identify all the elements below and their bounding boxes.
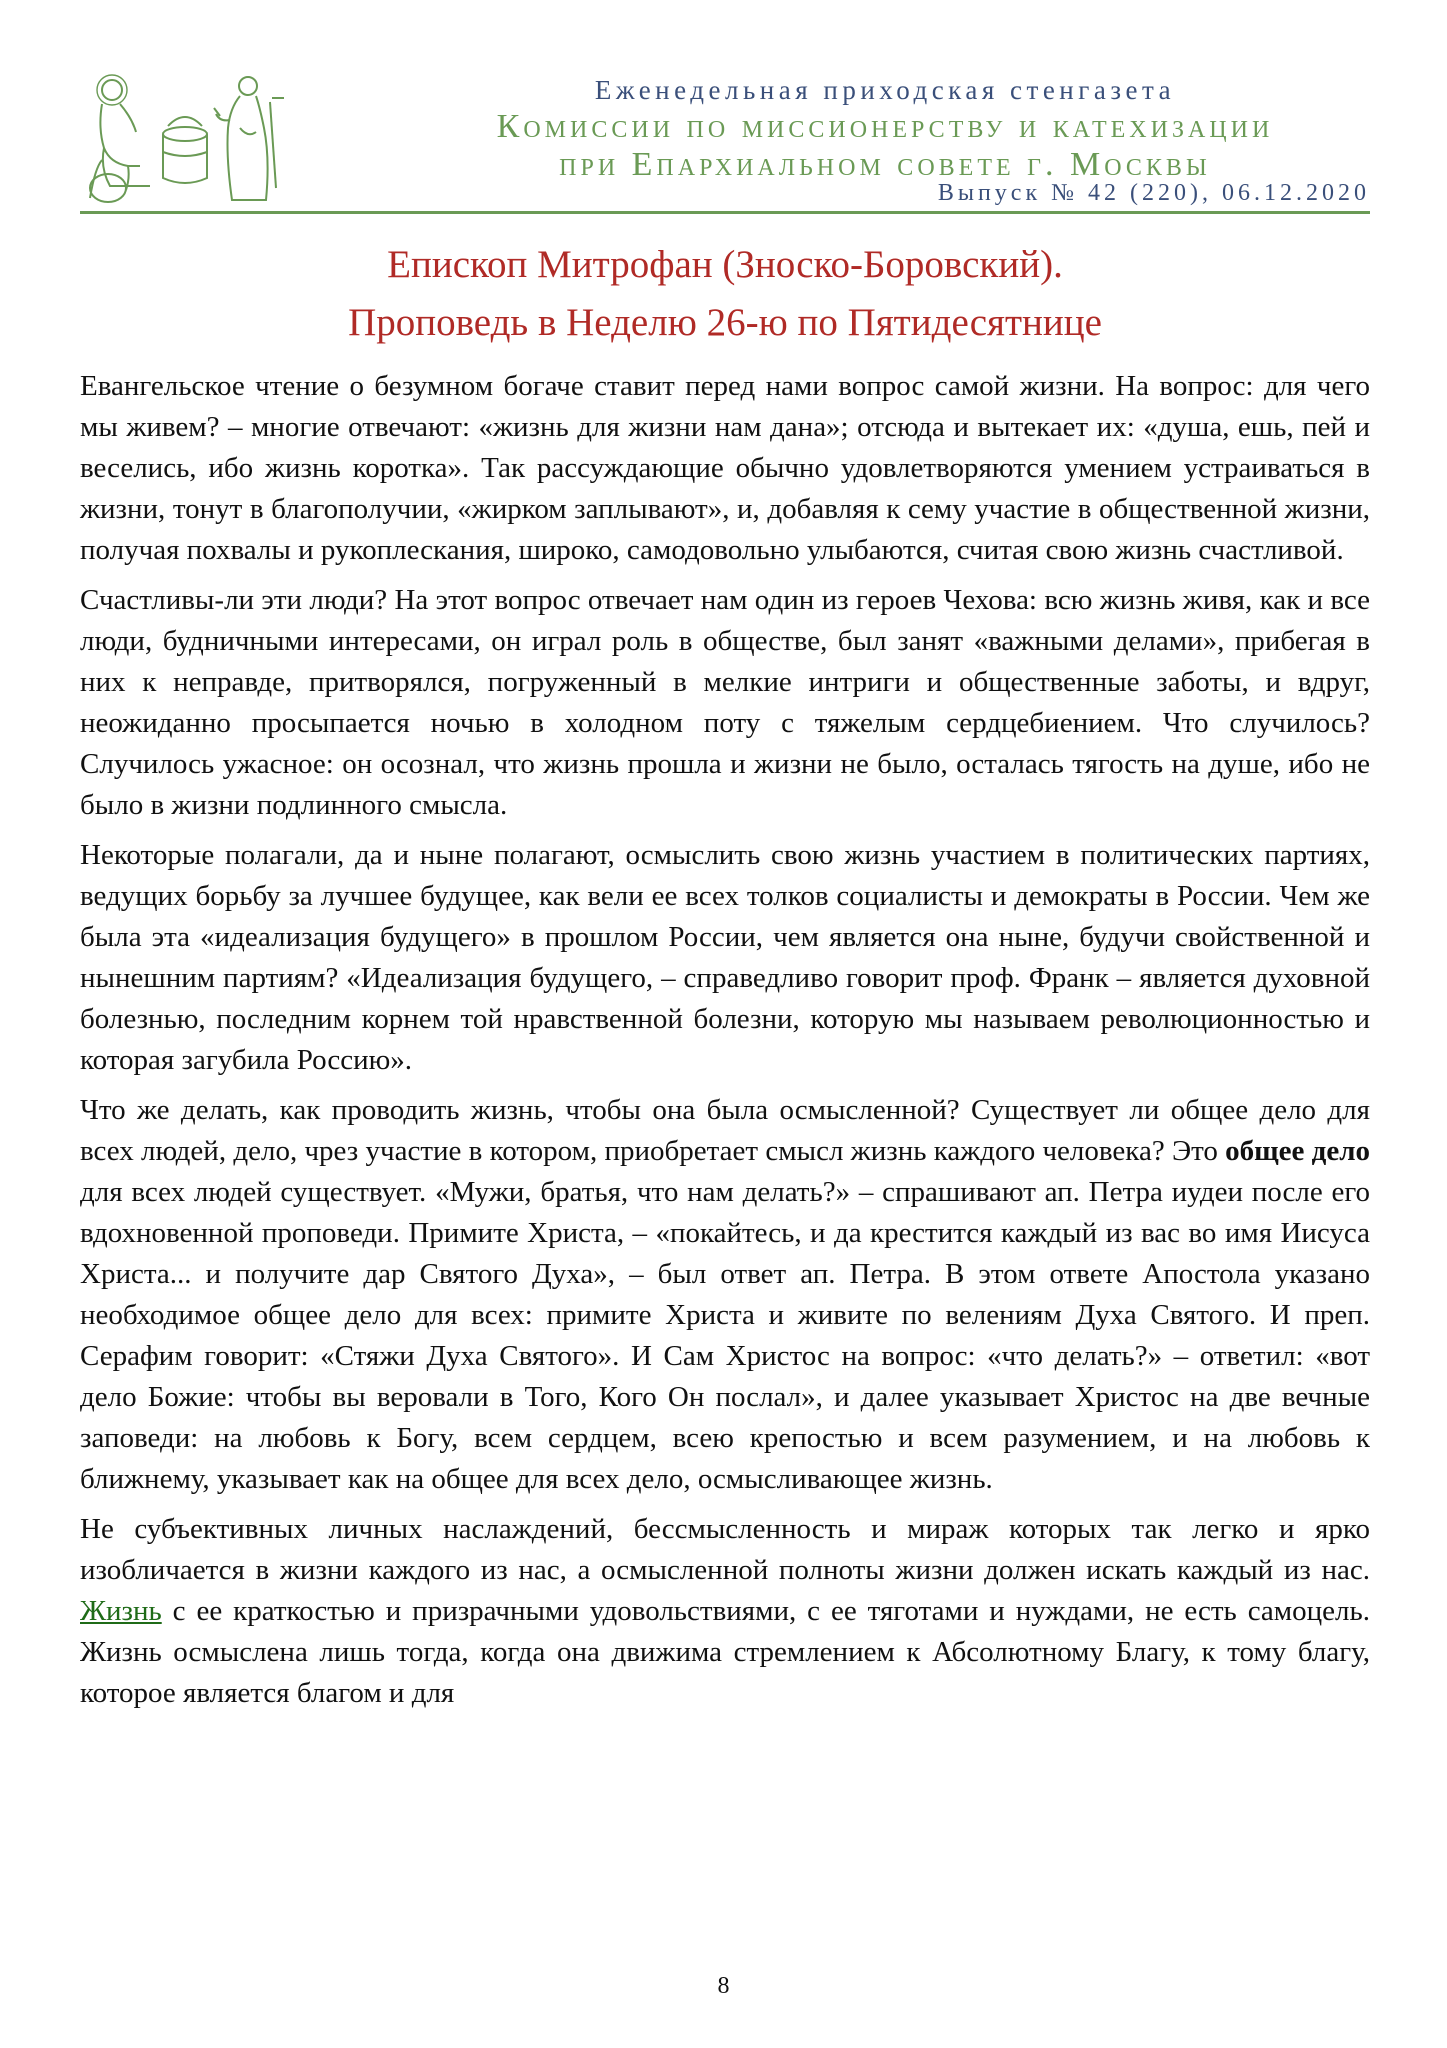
paragraph-text: Что же делать, как проводить жизнь, чтобы она была осмысленной? Существует ли общее дело для всех людей, дело, чрез участие в котором, приобретает смысл жизнь каждого человека? Это <box>80 1094 1370 1167</box>
article-title <box>80 236 1370 352</box>
title-line-author: Епископ Митрофан (Зноско-Боровский). <box>387 243 1063 286</box>
paragraph: Счастливы-ли эти люди? На этот вопрос отвечает нам один из героев Чехова: всю жизнь живя, как и все люди, будничными интересами, он играл роль в обществе, был занят «важными делами», прибегая в них к неправде, притворялся, погруженный в мелкие интриги и общественные заботы, и вдруг, неожиданно просыпается ночью в холодном поту с тяжелым сердцебиением. Что случилось? Случилось ужасное: он осознал, что жизнь прошла и жизни не было, осталась тягость на душе, ибо не было в жизни подлинного смысла. <box>80 584 1370 821</box>
header-line-weekly: Еженедельная приходская стенгазета <box>594 75 1176 105</box>
bold-phrase: общее дело <box>1225 1135 1370 1167</box>
paragraph <box>80 1509 1370 1714</box>
header-line-commission: Комиссии по миссионерству и катехизации <box>496 108 1274 145</box>
life-link[interactable]: Жизнь <box>80 1595 162 1627</box>
page-number: 8 <box>717 1973 730 1999</box>
paragraph-text: с ее краткостью и призрачными удовольствиями, с ее тяготами и нуждами, не есть самоцель. Жизнь осмыслена лишь тогда, когда она движима стремлением к Абсолютному Благу, к тому благу, которое является благом и для <box>80 1595 1370 1709</box>
paragraph: Некоторые полагали, да и ныне полагают, осмыслить свою жизнь участием в политических партиях, ведущих борьбу за лучшее будущее, как вели ее всех толков социалисты и демократы в России. Чем же была эта «идеализация будущего» в прошлом России, чем является она ныне, будучи свойственной и нынешним партиям? «Идеализация будущего, – справедливо говорит проф. Франк – является духовной болезнью, последним корнем той нравственной болезни, которую мы называем революционностью и которая загубила Россию». <box>80 839 1370 1076</box>
paragraph-text: Не субъективных личных наслаждений, бессмысленность и мираж которых так легко и ярко изобличается в жизни каждого из нас, а осмысленной полноты жизни должен искать каждый из нас. <box>80 1513 1370 1586</box>
christ-and-samaritan-woman-logo <box>80 68 380 208</box>
article-body <box>80 366 1370 1723</box>
paragraph-text: для всех людей существует. «Мужи, братья, что нам делать?» – спрашивают ап. Петра иудеи после его вдохновенной проповеди. Примите Христа, – «покайтесь, и да крестится каждый из вас во имя Иисуса Христа... и получите дар Святого Духа», – был ответ ап. Петра. В этом ответе Апостола указано необходимое общее дело для всех: примите Христа и живите по велениям Духа Святого. И преп. Серафим говорит: «Стяжи Духа Святого». И Сам Христос на вопрос: «что делать?» – ответил: «вот дело Божие: чтобы вы веровали в Того, Кого Он послал», и далее указывает Христос на две вечные заповеди: на любовь к Богу, всем сердцем, всею крепостью и всем разумением, и на любовь к ближнему, указывает как на общее для всех дело, осмысливающее жизнь. <box>80 1176 1370 1495</box>
issue-number: Выпуск № 42 (220), 06.12.2020 <box>937 180 1370 206</box>
paragraph: Евангельское чтение о безумном богаче ставит перед нами вопрос самой жизни. На вопрос: для чего мы живем? – многие отвечают: «жизнь для жизни нам дана»; отсюда и вытекает их: «душа, ешь, пей и веселись, ибо жизнь коротка». Так рассуждающие обычно удовлетворяются умением устраиваться в жизни, тонут в благополучии, «жирком заплывают», и, добавляя к сему участие в общественной жизни, получая похвалы и рукоплескания, широко, самодовольно улыбаются, считая свою жизнь счастливой. <box>80 370 1370 566</box>
header-text-block <box>410 72 1360 184</box>
header-line-council: при Епархиальном совете г. Москвы <box>559 146 1211 183</box>
newspaper-header <box>80 62 1370 212</box>
paragraph <box>80 1090 1370 1500</box>
title-line-subject: Проповедь в Неделю 26-ю по Пятидесятнице <box>348 301 1102 344</box>
header-divider <box>80 211 1370 214</box>
